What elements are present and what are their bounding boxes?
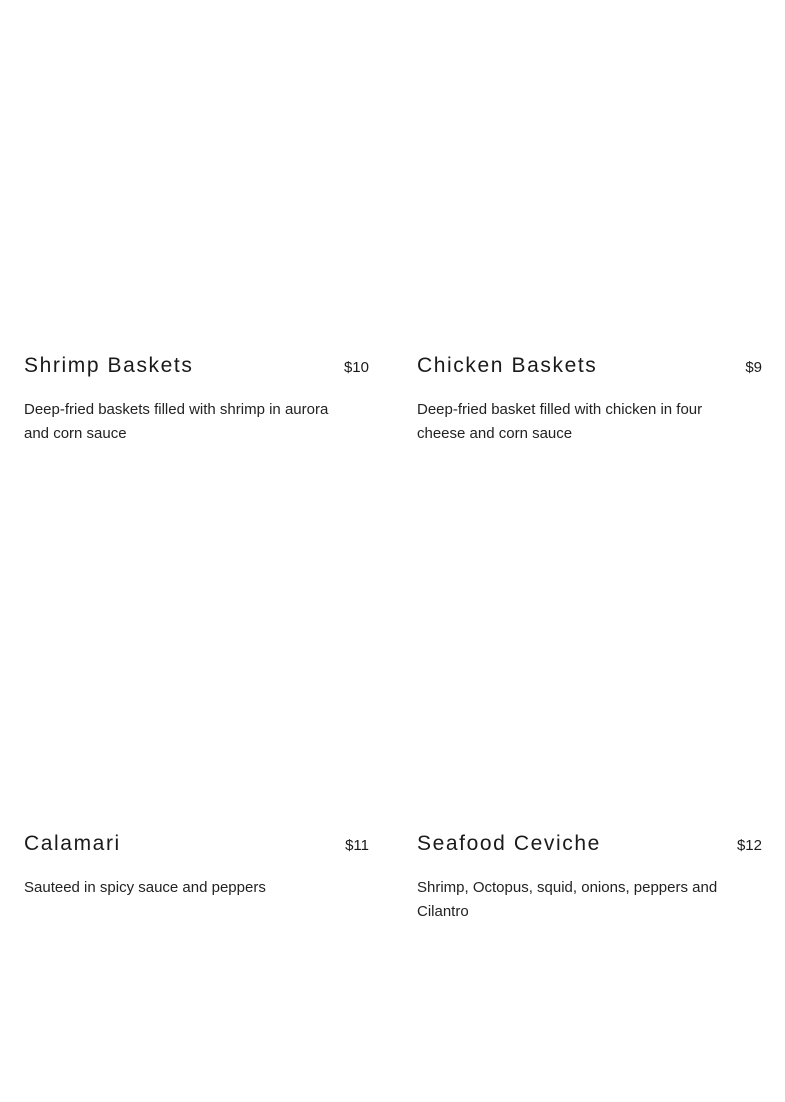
- menu-item-name: Calamari: [24, 832, 121, 855]
- menu-item-price: $11: [345, 837, 369, 854]
- menu-item-chicken-baskets: [417, 354, 762, 446]
- menu-item-price: $12: [736, 837, 762, 854]
- menu-item-header: [417, 832, 762, 862]
- menu-item-seafood-ceviche: [417, 832, 762, 924]
- menu-item-shrimp-baskets: [24, 354, 369, 446]
- menu-item-description: Deep-fried baskets filled with shrimp in aurora and corn sauce: [24, 401, 329, 442]
- menu-item-calamari: [24, 832, 369, 900]
- menu-item-name: Chicken Baskets: [417, 354, 598, 377]
- menu-item-description: Sauteed in spicy sauce and peppers: [24, 879, 266, 896]
- menu-item-header: [24, 832, 369, 862]
- menu-item-price: $10: [343, 359, 369, 376]
- menu-item-description: Deep-fried basket filled with chicken in four cheese and corn sauce: [417, 401, 703, 442]
- menu-item-description: Shrimp, Octopus, squid, onions, peppers and Cilantro: [417, 879, 718, 920]
- menu-item-header: [24, 354, 369, 384]
- menu-item-name: Seafood Ceviche: [417, 832, 601, 855]
- menu-item-header: [417, 354, 762, 384]
- menu-item-price: $9: [745, 359, 762, 376]
- menu-item-name: Shrimp Baskets: [24, 354, 194, 377]
